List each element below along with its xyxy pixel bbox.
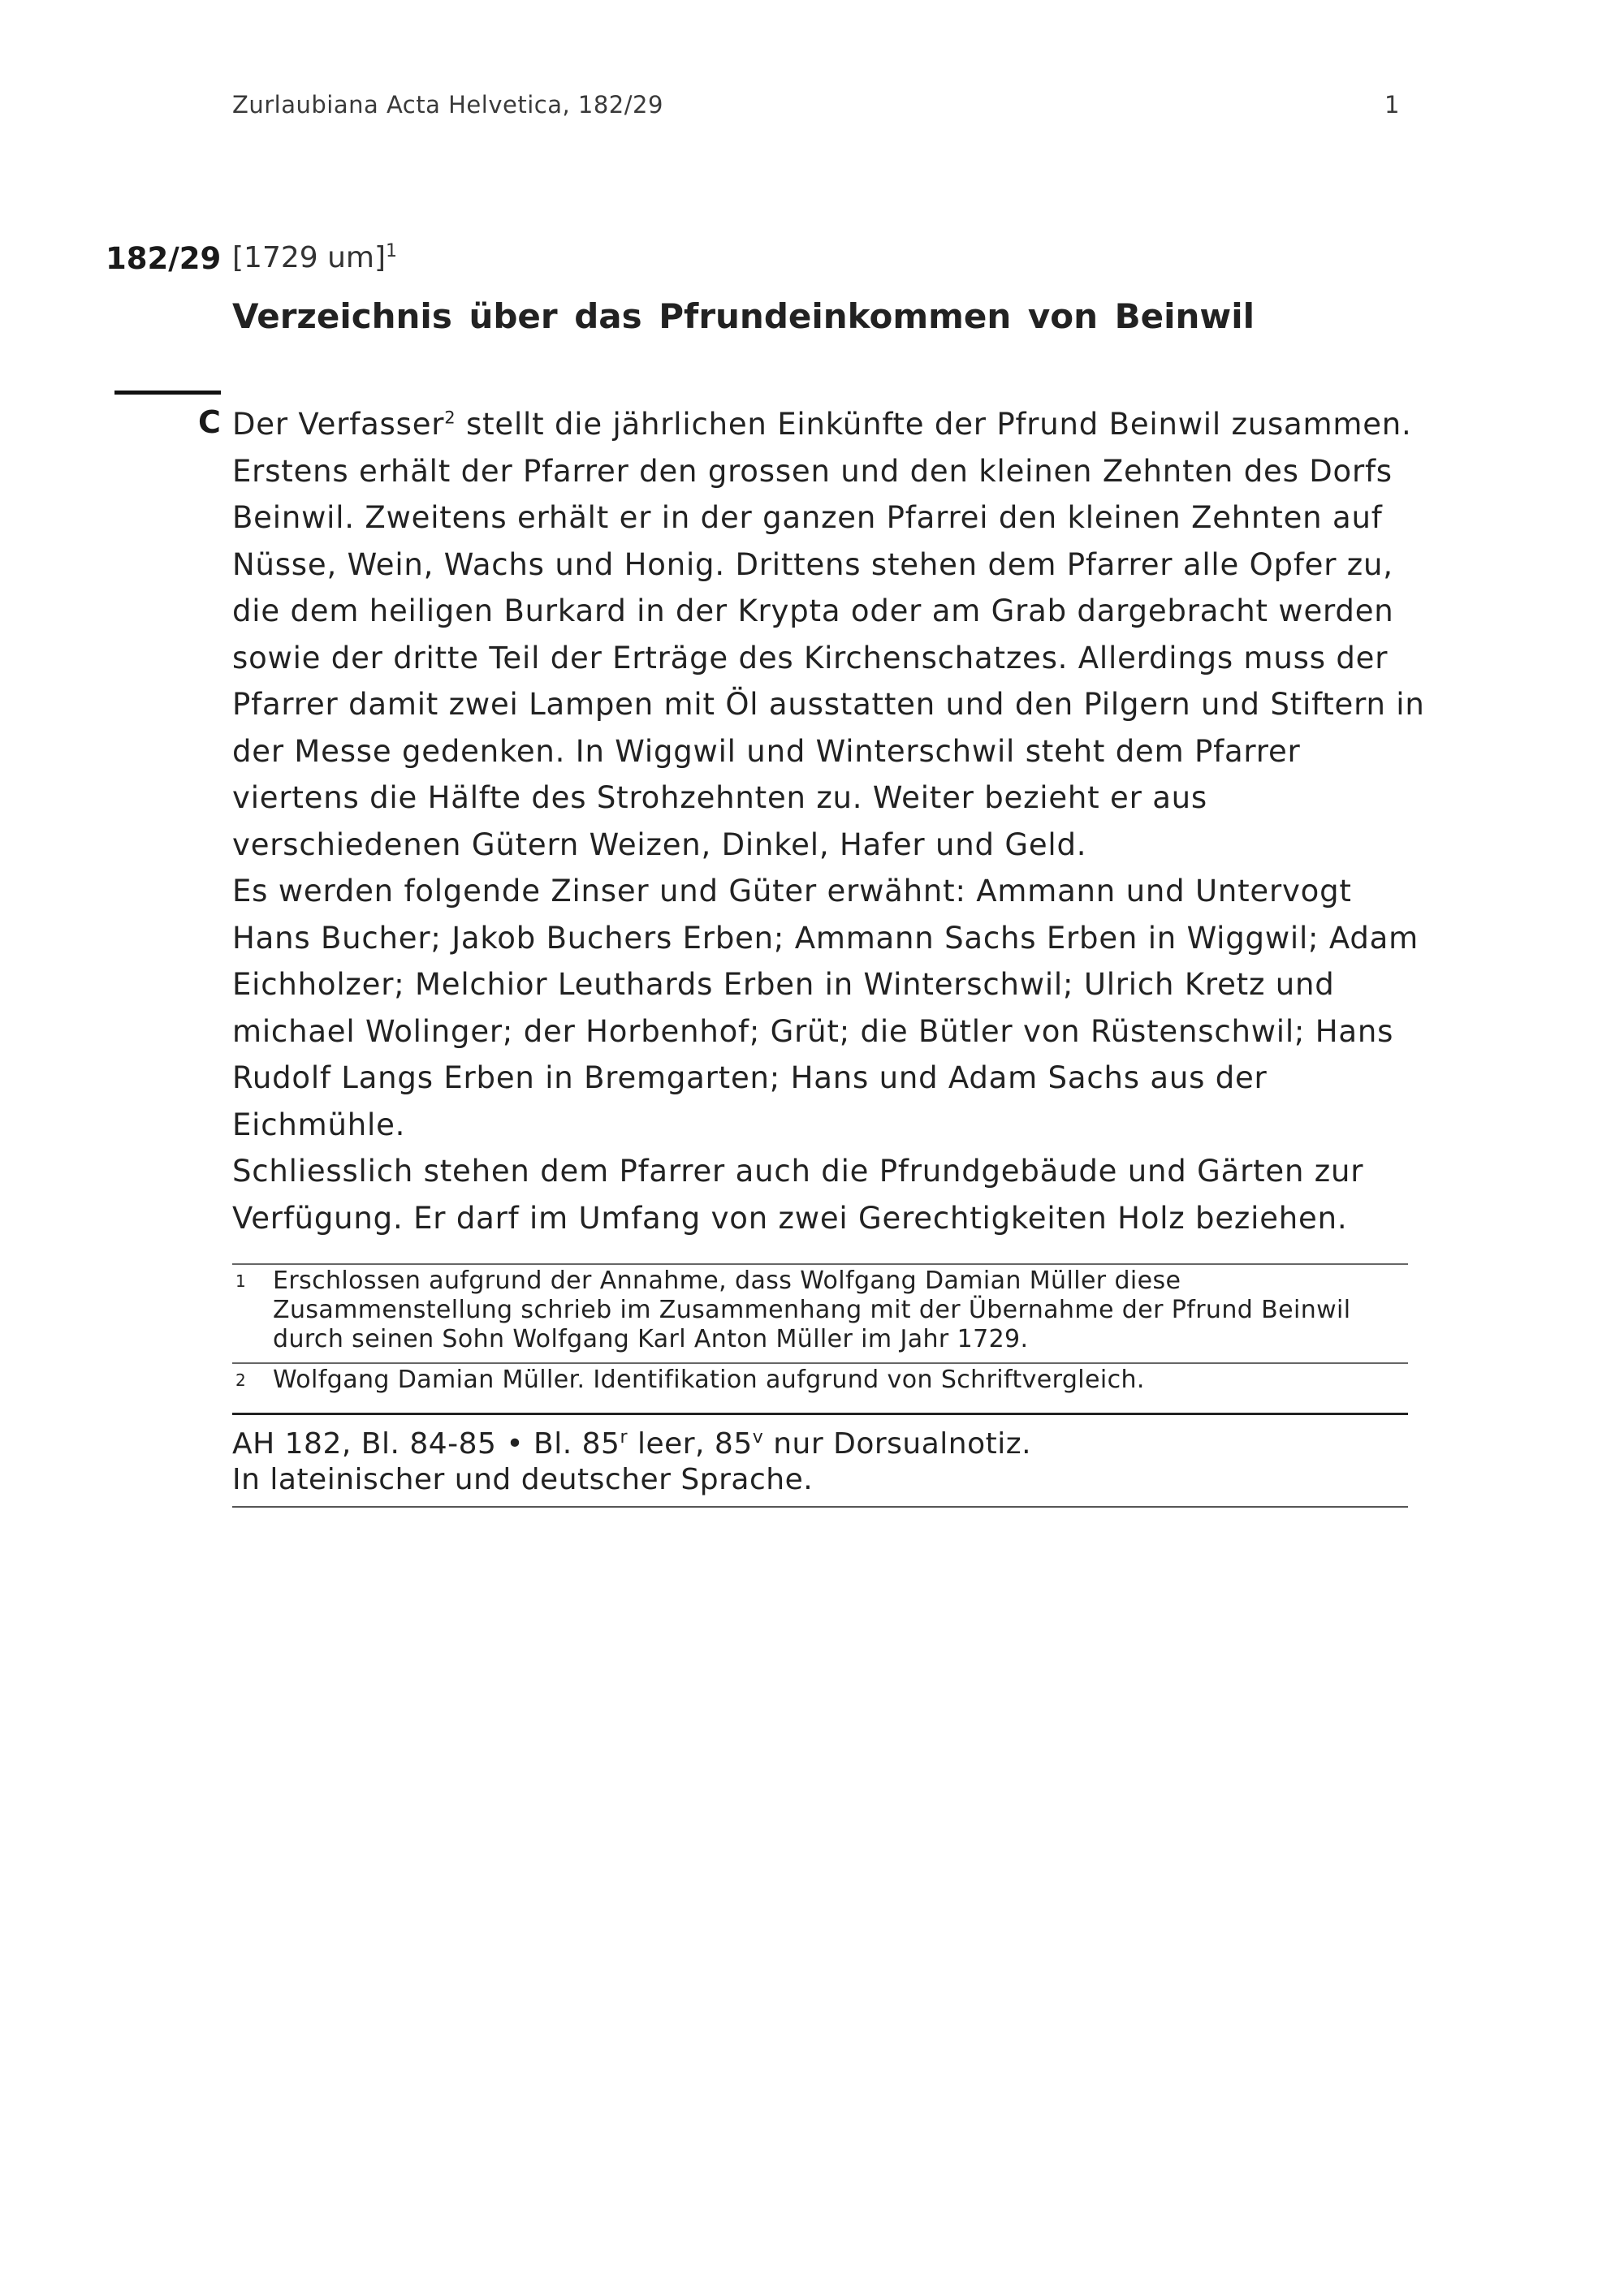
source-block — [232, 1413, 1408, 1508]
footnote-ref-2[interactable]: 2 — [444, 408, 456, 428]
source-a: AH 182, Bl. 84-85 • Bl. 85 — [232, 1427, 620, 1461]
footnote-2 — [232, 1362, 1408, 1395]
footnote-mark: 1 — [235, 1271, 247, 1291]
source-sup-r: r — [620, 1427, 628, 1448]
source-line-2: In lateinischer und deutscher Sprache. — [232, 1463, 814, 1496]
footnote-text: Erschlossen aufgrund der Annahme, dass Wolfgang Damian Müller diese Zusammenstellung schrieb im Zusammenhang mit der Übernahme der Pfrund Beinwil durch seinen Sohn Wolfgang Karl Anton Müller im Jahr 1729. — [273, 1267, 1351, 1353]
document-title: Verzeichnis über das Pfrundeinkommen von Beinwil — [232, 296, 1255, 336]
p1-rest: stellt die jährlichen Einkünfte der Pfrund Beinwil zusammen. Erstens erhält der Pfarrer den grossen und den kleinen Zehnten des Dorfs Beinwil. Zweitens erhält er in der ganzen Pfarrei den kleinen Zehnten auf Nüsse, Wein, Wachs und Honig. Drittens stehen dem Pfarrer alle Opfer zu, die dem heiligen Burkard in der Krypta oder am Grab dargebracht werden sowie der dritte Teil der Erträge des Kirchenschatzes. Allerdings muss der Pfarrer damit zwei Lampen mit Öl ausstatten und den Pilgern und Stiftern in der Messe gedenken. In Wiggwil und Winterschwil steht dem Pfarrer viertens die Hälfte des Strohzehnten zu. Weiter bezieht er aus verschiedenen Gütern Weizen, Dinkel, Hafer und Geld. — [232, 407, 1425, 862]
page-number: 1 — [1384, 91, 1400, 119]
source-sup-v: v — [752, 1427, 764, 1448]
document-date — [232, 241, 397, 274]
paragraph-1 — [232, 401, 1426, 868]
header-title: Zurlaubiana Acta Helvetica, 182/29 — [232, 91, 663, 119]
margin-rule — [114, 391, 221, 395]
footnote-ref-1[interactable]: 1 — [386, 241, 398, 261]
p1-start: Der Verfasser — [232, 407, 445, 442]
source-line-1 — [232, 1420, 1408, 1462]
document-number: 182/29 — [106, 241, 222, 276]
section-label: C — [198, 404, 221, 440]
source-b: leer, 85 — [628, 1427, 753, 1461]
source-c: nur Dorsualnotiz. — [763, 1427, 1032, 1461]
footnote-1 — [232, 1263, 1408, 1354]
footnote-mark: 2 — [235, 1370, 247, 1390]
paragraph-2: Es werden folgende Zinser und Güter erwähnt: Ammann und Untervogt Hans Bucher; Jakob Buchers Erben; Ammann Sachs Erben in Wiggwil; Adam Eichholzer; Melchior Leuthards Erben in Winterschwil; Ulrich Kretz und michael Wolinger; der Horbenhof; Grüt; die Bütler von Rüstenschwil; Hans Rudolf Langs Erben in Bremgarten; Hans und Adam Sachs aus der Eichmühle. — [232, 874, 1419, 1142]
paragraph-3: Schliesslich stehen dem Pfarrer auch die Pfrundgebäude und Gärten zur Verfügung. Er darf im Umfang von zwei Gerechtigkeiten Holz beziehen. — [232, 1154, 1364, 1236]
date-text: [1729 um] — [232, 241, 387, 274]
regest-body — [232, 401, 1426, 1241]
footnote-text: Wolfgang Damian Müller. Identifikation aufgrund von Schriftvergleich. — [273, 1366, 1145, 1394]
running-header — [232, 91, 1408, 119]
